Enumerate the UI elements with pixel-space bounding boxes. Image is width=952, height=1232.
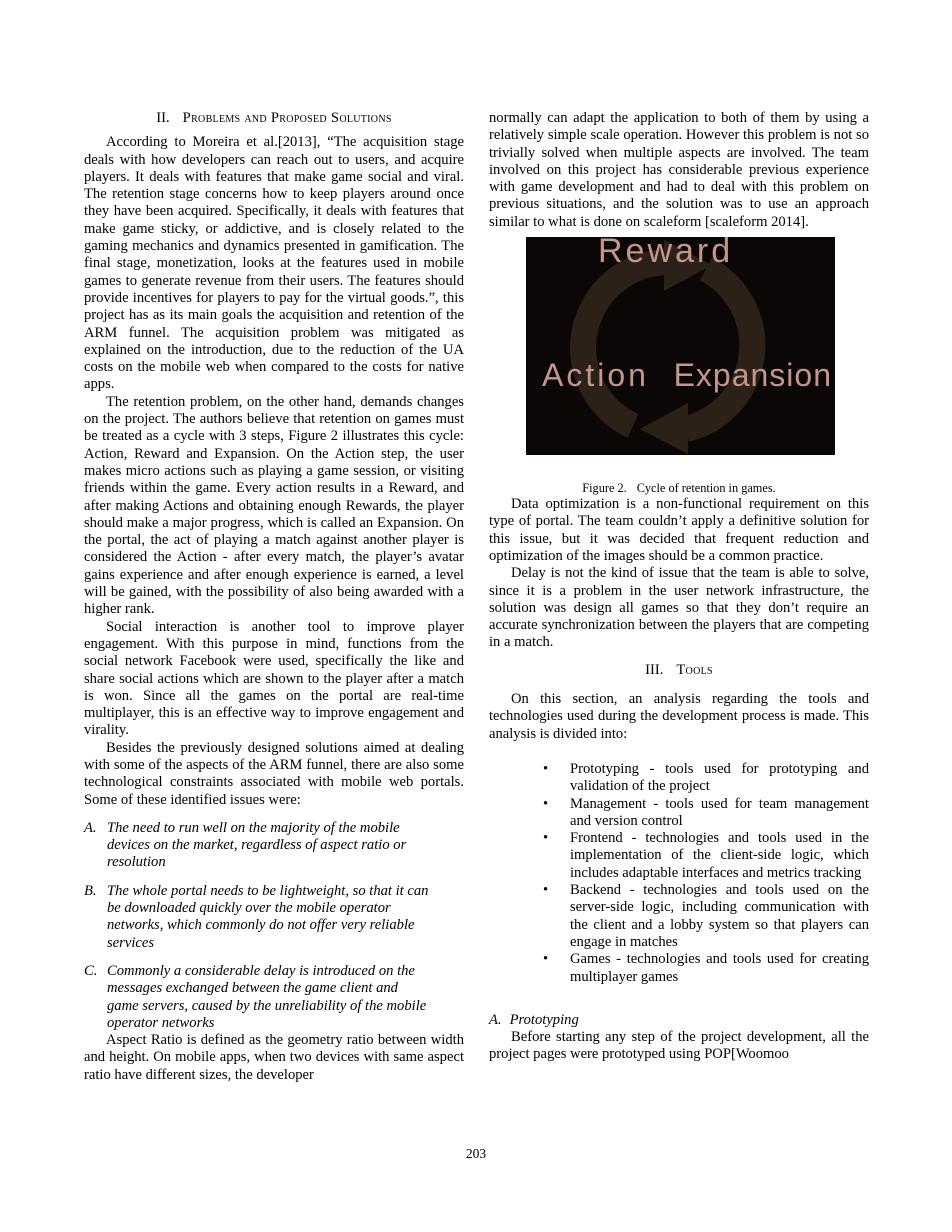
bullet-icon: • xyxy=(543,760,549,777)
bullet-text: Backend - technologies and tools used on the server-side logic, including communication with the client and a lobby system so that players can engage in matches xyxy=(570,882,869,950)
section-title: Tools xyxy=(676,661,713,678)
subsection-label: A. xyxy=(489,1011,502,1028)
paragraph-tools-intro: On this section, an analysis regarding the tools and technologies used during the development process is made. This analysis is divided into: xyxy=(489,691,869,742)
bullet-text: Games - technologies and tools used for creating multiplayer games xyxy=(570,951,869,985)
bullet-item-games xyxy=(543,951,869,986)
section-heading-tools xyxy=(489,662,869,679)
section-title: Problems and Proposed Solutions xyxy=(182,110,392,126)
bullet-icon: • xyxy=(543,795,549,812)
issue-item-b xyxy=(84,883,464,952)
bullet-text: Prototyping - tools used for prototyping and validation of the project xyxy=(570,760,869,795)
figure-label-reward: Reward xyxy=(598,232,734,271)
subsection-title: Prototyping xyxy=(509,1011,579,1028)
paragraph-aspect-ratio: Aspect Ratio is defined as the geometry ratio between width and height. On mobile apps, when two devices with same aspect ratio have different sizes, the developer xyxy=(84,1032,464,1083)
figure-caption-text: Cycle of retention in games. xyxy=(636,481,776,496)
paragraph-data-optimization: Data optimization is a non-functional requirement on this type of portal. The team couldn’t apply a definitive solution for this issue, but it was decided that frequent reduction and optimization of the images should be a common practice. xyxy=(489,496,869,564)
subsection-a-heading xyxy=(489,1012,869,1029)
right-column xyxy=(489,110,869,1064)
issue-text: The whole portal needs to be lightweight, so that it can be downloaded quickly over the mobile operator networks, which commonly do not offer very reliable services xyxy=(107,882,429,951)
section-number: III. xyxy=(645,661,664,678)
bullet-text: Management - tools used for team management and version control xyxy=(570,795,869,829)
figure-caption xyxy=(489,481,869,496)
issue-label: A. xyxy=(84,819,97,836)
paragraph-scale-continuation: normally can adapt the application to both of them by using a relatively simple scale operation. However this problem is not so trivially solved when multiple aspects are involved. The team involved on this project has considerable previous experience with game development and had to deal with this problem on previous situations, and the solution was to use an approach similar to what is done on scaleform [scaleform 2014]. xyxy=(489,110,869,230)
figure-label-action: Action xyxy=(542,357,649,394)
figure-label-expansion: Expansion xyxy=(673,357,832,394)
bullet-item-prototyping xyxy=(543,761,869,796)
bullet-icon: • xyxy=(543,830,549,847)
figure2-image xyxy=(526,232,835,455)
figure-caption-label: Figure 2. xyxy=(582,481,627,496)
issue-text: Commonly a considerable delay is introduced on the messages exchanged between the game client and game servers, caused by the unreliability of the mobile operator networks xyxy=(107,962,427,1031)
bullet-item-frontend xyxy=(543,830,869,882)
paragraph-prototyping: Before starting any step of the project development, all the project pages were prototyped using POP[Woomoo xyxy=(489,1029,869,1063)
issues-list xyxy=(84,820,464,1032)
tools-bullet-list xyxy=(489,761,869,986)
paragraph-retention-cycle: The retention problem, on the other hand, demands changes on the project. The authors believe that retention on games must be treated as a cycle with 3 steps, Figure 2 illustrates this cycle: Action, Reward and Expansion. On the Action step, the user makes micro actions such as playing a game session, or visiting friends within the game. Every action results in a Reward, and after making Actions and obtaining enough Rewards, the player should make a major progress, which is called an Expansion. On the portal, the act of playing a match against another player is considered the Action - after every match, the player’s avatar gains experience and after enough experience is earned, a level will be gained, with the possibility of also being awarded with a higher rank. xyxy=(84,393,464,618)
bullet-text: Frontend - technologies and tools used in the implementation of the client-side logic, which includes adaptable interfaces and metrics tracking xyxy=(570,830,869,881)
page-number: 203 xyxy=(465,1146,487,1161)
left-column xyxy=(84,110,464,1084)
section-heading-problems xyxy=(84,110,464,127)
issue-text: The need to run well on the majority of the mobile devices on the market, regardless of aspect ratio or resolution xyxy=(107,819,407,871)
issue-item-a xyxy=(84,820,464,872)
section-number: II. xyxy=(156,110,170,126)
bullet-item-backend xyxy=(543,882,869,951)
issue-label: B. xyxy=(84,882,97,899)
issue-label: C. xyxy=(84,962,98,979)
paragraph-constraints: Besides the previously designed solutions aimed at dealing with some of the aspects of the ARM funnel, there are also some technological constraints associated with mobile web portals. Some of these identified issues were: xyxy=(84,739,464,808)
bullet-item-management xyxy=(543,796,869,831)
issue-item-c xyxy=(84,963,464,1032)
paragraph-social-interaction: Social interaction is another tool to improve player engagement. With this purpose in mind, functions from the social network Facebook were used, specifically the like and share social actions which are shown to the player after a match is won. Since all the games on the portal are real-time multiplayer, this is an effective way to improve engagement and virality. xyxy=(84,618,464,739)
bullet-icon: • xyxy=(543,882,549,899)
paragraph-delay: Delay is not the kind of issue that the team is able to solve, since it is a problem in the user network infrastructure, the solution was design all games so that they don’t require an accurate synchronization between the players that are competing in a match. xyxy=(489,565,869,651)
paragraph-acquisition: According to Moreira et al.[2013], “The acquisition stage deals with how developers can reach out to users, and acquire players. It deals with features that make game social and viral. The retention stage concerns how to keep players around once they have been acquired. Specifically, it deals with features that make game sticky, or addictive, and is closely related to the gaming mechanics and dynamics presented in gamification. The final stage, monetization, looks at the features used in mobile games to generate revenue from their users. The features should provide incentives for players to pay for the virtual goods.”, this project has as its main goals the acquisition and retention of the ARM funnel. The acquisition problem was mitigated as explained on the introduction, due to the reduction of the UA costs on the mobile web when compared to the costs for native apps. xyxy=(84,134,464,393)
bullet-icon: • xyxy=(543,951,549,968)
